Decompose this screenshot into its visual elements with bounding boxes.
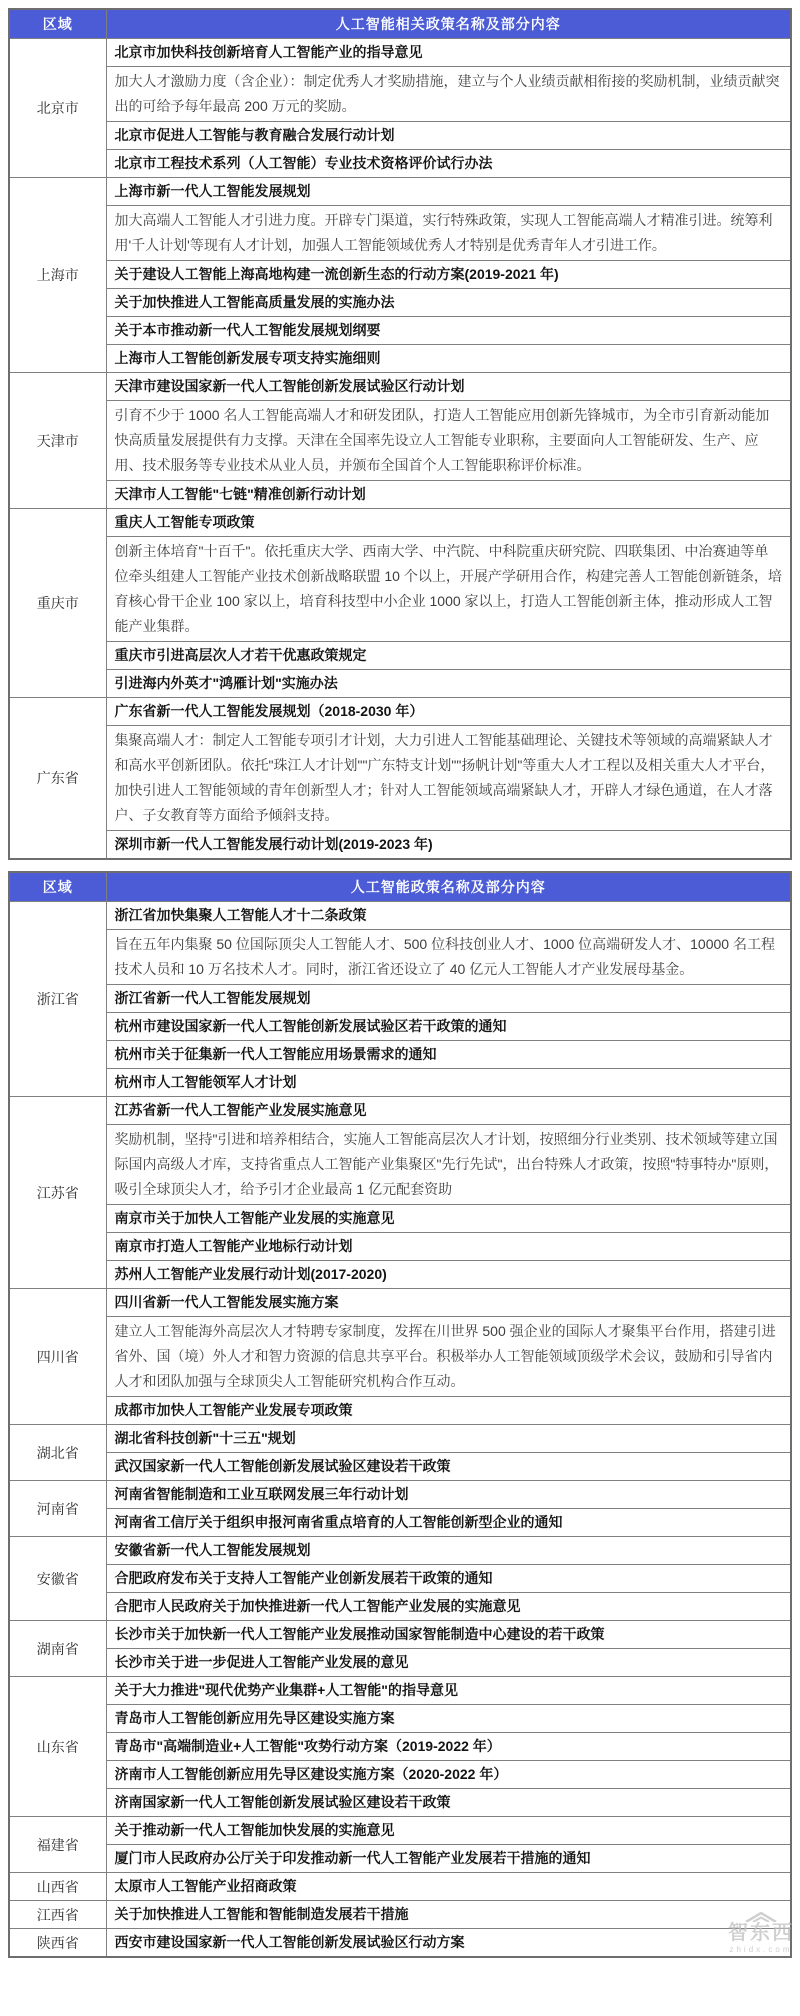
table-row bbox=[9, 122, 791, 150]
table-row bbox=[9, 1817, 791, 1845]
table-row bbox=[9, 985, 791, 1013]
table-row bbox=[9, 642, 791, 670]
region-cell: 北京市 bbox=[9, 39, 106, 178]
table-body bbox=[9, 39, 791, 860]
header-region: 区域 bbox=[9, 872, 106, 902]
policy-title-cell: 北京市促进人工智能与教育融合发展行动计划 bbox=[106, 122, 791, 150]
policy-title-cell: 重庆人工智能专项政策 bbox=[106, 509, 791, 537]
table-row bbox=[9, 1289, 791, 1317]
region-cell: 重庆市 bbox=[9, 509, 106, 698]
policy-title-cell: 北京市加快科技创新培育人工智能产业的指导意见 bbox=[106, 39, 791, 67]
table-row bbox=[9, 1013, 791, 1041]
policy-title-cell: 合肥市人民政府关于加快推进新一代人工智能产业发展的实施意见 bbox=[106, 1593, 791, 1621]
policy-title-cell: 江苏省新一代人工智能产业发展实施意见 bbox=[106, 1097, 791, 1125]
table-row bbox=[9, 373, 791, 401]
region-cell: 江西省 bbox=[9, 1901, 106, 1929]
table-row bbox=[9, 1233, 791, 1261]
policy-title-cell: 关于推动新一代人工智能加快发展的实施意见 bbox=[106, 1817, 791, 1845]
table-row bbox=[9, 1901, 791, 1929]
policy-title-cell: 合肥政府发布关于支持人工智能产业创新发展若干政策的通知 bbox=[106, 1565, 791, 1593]
table-row bbox=[9, 150, 791, 178]
region-cell: 陕西省 bbox=[9, 1929, 106, 1958]
policy-detail-cell: 引育不少于 1000 名人工智能高端人才和研发团队，打造人工智能应用创新先锋城市，为全市引育新动能加快高质量发展提供有力支撑。天津在全国率先设立人工智能专业职称，主要面向人工智能研发、生产、应用、技术服务等专业技术从业人员，并颁布全国首个人工智能职称评价标准。 bbox=[106, 401, 791, 481]
policy-title-cell: 西安市建设国家新一代人工智能创新发展试验区行动方案 bbox=[106, 1929, 791, 1958]
table-row bbox=[9, 1481, 791, 1509]
table-row bbox=[9, 509, 791, 537]
table-row bbox=[9, 1649, 791, 1677]
policy-title-cell: 厦门市人民政府办公厅关于印发推动新一代人工智能产业发展若干措施的通知 bbox=[106, 1845, 791, 1873]
table-row bbox=[9, 178, 791, 206]
region-cell: 山西省 bbox=[9, 1873, 106, 1901]
header-row bbox=[9, 872, 791, 902]
policy-title-cell: 长沙市关于加快新一代人工智能产业发展推动国家智能制造中心建设的若干政策 bbox=[106, 1621, 791, 1649]
table-header bbox=[9, 872, 791, 902]
policy-title-cell: 天津市建设国家新一代人工智能创新发展试验区行动计划 bbox=[106, 373, 791, 401]
table-row bbox=[9, 1565, 791, 1593]
policy-title-cell: 杭州市建设国家新一代人工智能创新发展试验区若干政策的通知 bbox=[106, 1013, 791, 1041]
policy-title-cell: 青岛市人工智能创新应用先导区建设实施方案 bbox=[106, 1705, 791, 1733]
policy-title-cell: 浙江省加快集聚人工智能人才十二条政策 bbox=[106, 902, 791, 930]
region-cell: 浙江省 bbox=[9, 902, 106, 1097]
table-row bbox=[9, 345, 791, 373]
policy-title-cell: 湖北省科技创新"十三五"规划 bbox=[106, 1425, 791, 1453]
policy-title-cell: 安徽省新一代人工智能发展规划 bbox=[106, 1537, 791, 1565]
region-cell: 上海市 bbox=[9, 178, 106, 373]
watermark-roof-icon bbox=[744, 1912, 778, 1922]
table-row bbox=[9, 1069, 791, 1097]
table-row bbox=[9, 206, 791, 261]
table-row bbox=[9, 831, 791, 860]
policy-title-cell: 济南国家新一代人工智能创新发展试验区建设若干政策 bbox=[106, 1789, 791, 1817]
table-row bbox=[9, 902, 791, 930]
policy-detail-cell: 集聚高端人才：制定人工智能专项引才计划，大力引进人工智能基础理论、关键技术等领域的高端紧缺人才和高水平创新团队。依托"珠江人才计划""广东特支计划""扬帆计划"等重大人才工程以及相关重大人才平台，加快引进人工智能领域的青年创新型人才；针对人工智能领域高端紧缺人才，开辟人才绿色通道，在人才落户、子女教育等方面给予倾斜支持。 bbox=[106, 726, 791, 831]
policy-title-cell: 太原市人工智能产业招商政策 bbox=[106, 1873, 791, 1901]
table-row bbox=[9, 289, 791, 317]
policy-title-cell: 广东省新一代人工智能发展规划（2018-2030 年） bbox=[106, 698, 791, 726]
policy-title-cell: 济南市人工智能创新应用先导区建设实施方案（2020-2022 年） bbox=[106, 1761, 791, 1789]
table-body bbox=[9, 902, 791, 1958]
region-cell: 河南省 bbox=[9, 1481, 106, 1537]
table-row bbox=[9, 1041, 791, 1069]
policy-detail-cell: 旨在五年内集聚 50 位国际顶尖人工智能人才、500 位科技创业人才、1000 位高端研发人才、10000 名工程技术人员和 10 万名技术人才。同时，浙江省还设立了 40 亿元人工智能人才产业发展母基金。 bbox=[106, 930, 791, 985]
policy-title-cell: 南京市打造人工智能产业地标行动计划 bbox=[106, 1233, 791, 1261]
policy-table-national-cities bbox=[8, 8, 792, 860]
watermark bbox=[728, 1912, 794, 1954]
table-row bbox=[9, 1929, 791, 1958]
header-row bbox=[9, 9, 791, 39]
policy-title-cell: 北京市工程技术系列（人工智能）专业技术资格评价试行办法 bbox=[106, 150, 791, 178]
policy-title-cell: 武汉国家新一代人工智能创新发展试验区建设若干政策 bbox=[106, 1453, 791, 1481]
region-cell: 江苏省 bbox=[9, 1097, 106, 1289]
table-row bbox=[9, 1205, 791, 1233]
policy-title-cell: 天津市人工智能"七链"精准创新行动计划 bbox=[106, 481, 791, 509]
policy-title-cell: 关于建设人工智能上海高地构建一流创新生态的行动方案(2019-2021 年) bbox=[106, 261, 791, 289]
table-row bbox=[9, 1705, 791, 1733]
policy-title-cell: 浙江省新一代人工智能发展规划 bbox=[106, 985, 791, 1013]
policy-detail-cell: 奖励机制，坚持"引进和培养相结合，实施人工智能高层次人才计划，按照细分行业类别、技术领域等建立国际国内高级人才库，支持省重点人工智能产业集聚区"先行先试"，出台特殊人才政策，按照"特事特办"原则，吸引全球顶尖人才，给予引才企业最高 1 亿元配套资助 bbox=[106, 1125, 791, 1205]
policy-title-cell: 青岛市"高端制造业+人工智能"攻势行动方案（2019-2022 年） bbox=[106, 1733, 791, 1761]
table-row bbox=[9, 1317, 791, 1397]
table-row bbox=[9, 1761, 791, 1789]
table-row bbox=[9, 1677, 791, 1705]
policy-detail-cell: 加大高端人工智能人才引进力度。开辟专门渠道，实行特殊政策，实现人工智能高端人才精准引进。统筹利用'千人计划'等现有人才计划，加强人工智能领域优秀人才特别是优秀青年人才引进工作。 bbox=[106, 206, 791, 261]
table-row bbox=[9, 1261, 791, 1289]
table-row bbox=[9, 1125, 791, 1205]
region-cell: 天津市 bbox=[9, 373, 106, 509]
header-region: 区域 bbox=[9, 9, 106, 39]
table-row bbox=[9, 401, 791, 481]
policy-table-provinces bbox=[8, 871, 792, 1958]
table-row bbox=[9, 1873, 791, 1901]
policy-title-cell: 四川省新一代人工智能发展实施方案 bbox=[106, 1289, 791, 1317]
region-cell: 福建省 bbox=[9, 1817, 106, 1873]
policy-title-cell: 深圳市新一代人工智能发展行动计划(2019-2023 年) bbox=[106, 831, 791, 860]
policy-title-cell: 杭州市关于征集新一代人工智能应用场景需求的通知 bbox=[106, 1041, 791, 1069]
table-row bbox=[9, 1537, 791, 1565]
table-row bbox=[9, 1509, 791, 1537]
policy-title-cell: 关于大力推进"现代优势产业集群+人工智能"的指导意见 bbox=[106, 1677, 791, 1705]
policy-title-cell: 河南省工信厅关于组织申报河南省重点培育的人工智能创新型企业的通知 bbox=[106, 1509, 791, 1537]
table-row bbox=[9, 1789, 791, 1817]
policy-title-cell: 长沙市关于进一步促进人工智能产业发展的意见 bbox=[106, 1649, 791, 1677]
region-cell: 湖北省 bbox=[9, 1425, 106, 1481]
policy-title-cell: 关于加快推进人工智能高质量发展的实施办法 bbox=[106, 289, 791, 317]
table-row bbox=[9, 698, 791, 726]
table-row bbox=[9, 930, 791, 985]
region-cell: 安徽省 bbox=[9, 1537, 106, 1621]
table-row bbox=[9, 1397, 791, 1425]
table-row bbox=[9, 67, 791, 122]
region-cell: 山东省 bbox=[9, 1677, 106, 1817]
table-row bbox=[9, 1593, 791, 1621]
policy-title-cell: 关于本市推动新一代人工智能发展规划纲要 bbox=[106, 317, 791, 345]
table-row bbox=[9, 1425, 791, 1453]
policy-title-cell: 上海市人工智能创新发展专项支持实施细则 bbox=[106, 345, 791, 373]
watermark-site: zhidx.com bbox=[729, 1945, 793, 1954]
policy-detail-cell: 加大人才激励力度（含企业）：制定优秀人才奖励措施，建立与个人业绩贡献相衔接的奖励机制，业绩贡献突出的可给予每年最高 200 万元的奖励。 bbox=[106, 67, 791, 122]
policy-title-cell: 引进海内外英才"鸿雁计划"实施办法 bbox=[106, 670, 791, 698]
header-content: 人工智能相关政策名称及部分内容 bbox=[106, 9, 791, 39]
policy-title-cell: 苏州人工智能产业发展行动计划(2017-2020) bbox=[106, 1261, 791, 1289]
policy-detail-cell: 创新主体培育"十百千"。依托重庆大学、西南大学、中汽院、中科院重庆研究院、四联集团、中冶赛迪等单位牵头组建人工智能产业技术创新战略联盟 10 个以上，开展产学研用合作，构建完善人工智能创新链条，培育核心骨干企业 100 家以上，培育科技型中小企业 1000 家以上，打造人工智能创新主体，推动形成人工智能产业集群。 bbox=[106, 537, 791, 642]
table-row bbox=[9, 1097, 791, 1125]
table-row bbox=[9, 481, 791, 509]
table-row bbox=[9, 39, 791, 67]
policy-title-cell: 重庆市引进高层次人才若干优惠政策规定 bbox=[106, 642, 791, 670]
policy-title-cell: 杭州市人工智能领军人才计划 bbox=[106, 1069, 791, 1097]
region-cell: 广东省 bbox=[9, 698, 106, 860]
table-row bbox=[9, 537, 791, 642]
watermark-brand: 智东西 bbox=[728, 1922, 794, 1944]
table-row bbox=[9, 1453, 791, 1481]
policy-title-cell: 上海市新一代人工智能发展规划 bbox=[106, 178, 791, 206]
table-header bbox=[9, 9, 791, 39]
region-cell: 四川省 bbox=[9, 1289, 106, 1425]
header-content: 人工智能政策名称及部分内容 bbox=[106, 872, 791, 902]
table-row bbox=[9, 1621, 791, 1649]
policy-title-cell: 南京市关于加快人工智能产业发展的实施意见 bbox=[106, 1205, 791, 1233]
table-row bbox=[9, 1733, 791, 1761]
policy-detail-cell: 建立人工智能海外高层次人才特聘专家制度，发挥在川世界 500 强企业的国际人才聚集平台作用，搭建引进省外、国（境）外人才和智力资源的信息共享平台。积极举办人工智能领域顶级学术会议，鼓励和引导省内人才和团队加强与全球顶尖人工智能研究机构合作互动。 bbox=[106, 1317, 791, 1397]
policy-title-cell: 河南省智能制造和工业互联网发展三年行动计划 bbox=[106, 1481, 791, 1509]
policy-title-cell: 关于加快推进人工智能和智能制造发展若干措施 bbox=[106, 1901, 791, 1929]
policy-title-cell: 成都市加快人工智能产业发展专项政策 bbox=[106, 1397, 791, 1425]
region-cell: 湖南省 bbox=[9, 1621, 106, 1677]
table-row bbox=[9, 726, 791, 831]
table-row bbox=[9, 261, 791, 289]
table-row bbox=[9, 317, 791, 345]
table-row bbox=[9, 1845, 791, 1873]
table-row bbox=[9, 670, 791, 698]
